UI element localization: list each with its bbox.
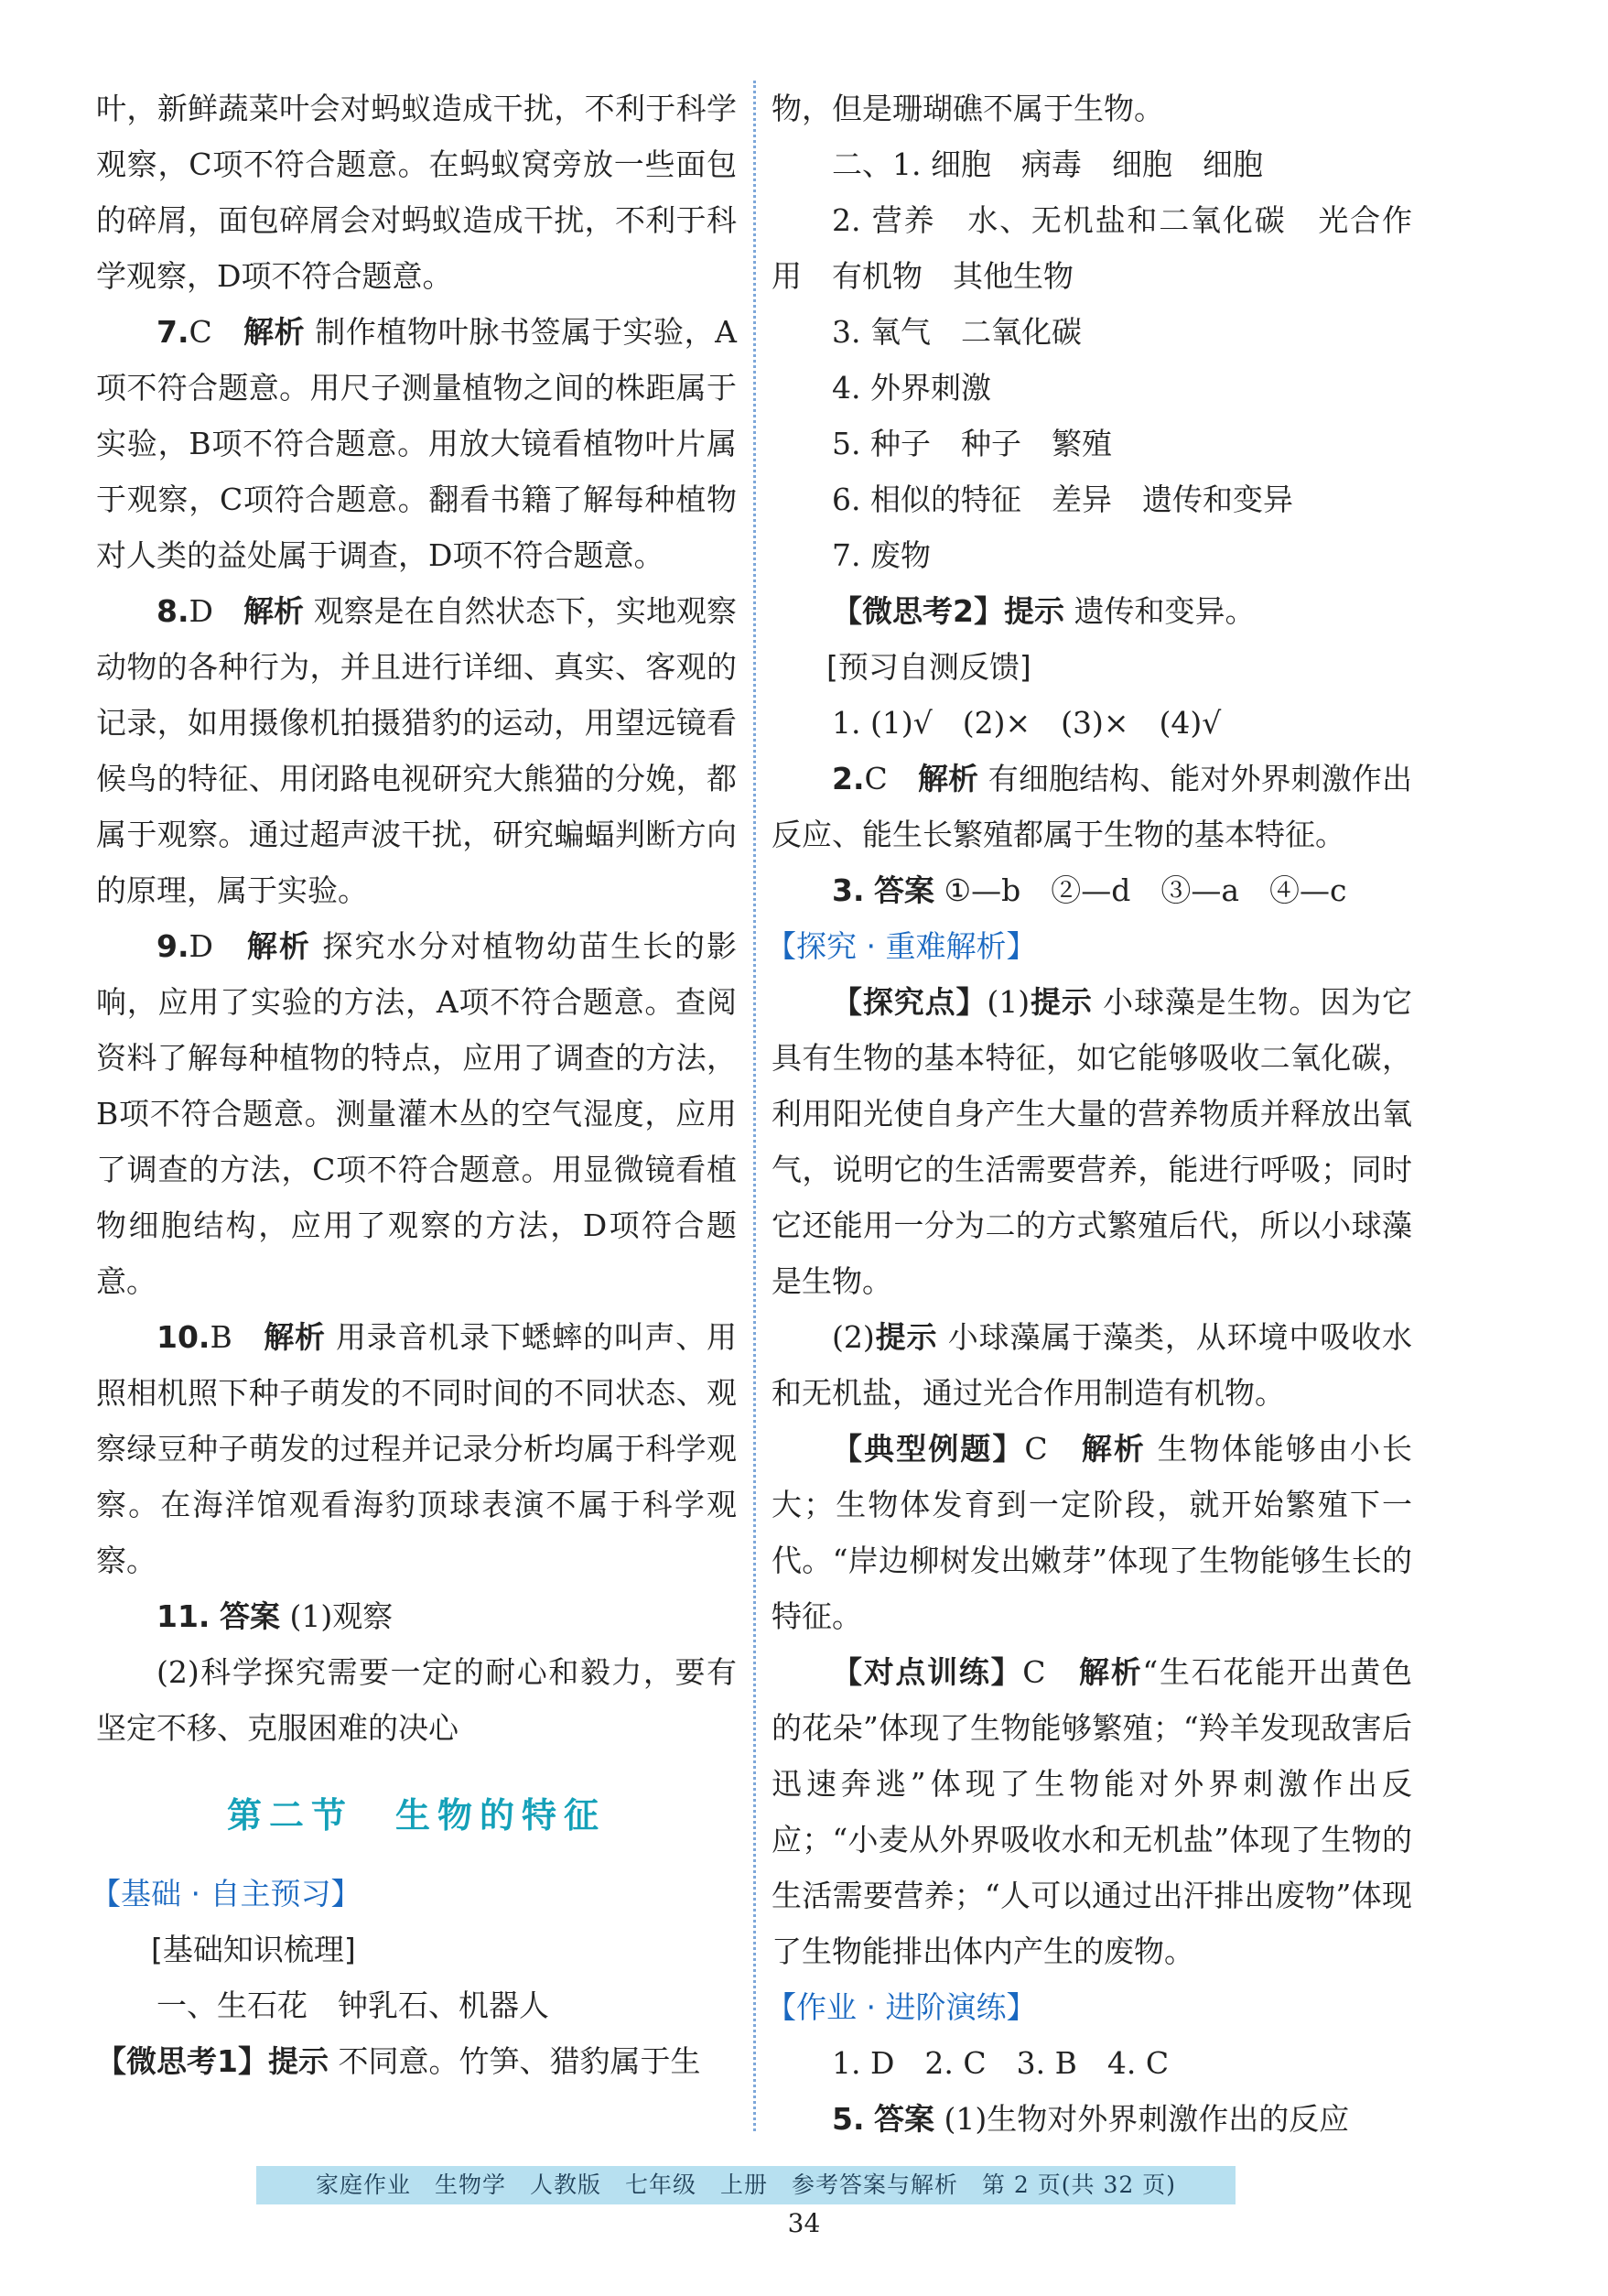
answer-line: 一、生石花 钟乳石、机器人: [156, 1987, 549, 2023]
answer-text: ①—b ②—d ③—a ④—c: [944, 872, 1347, 908]
section-header-homework: 【作业 · 进阶演练】: [766, 1989, 1037, 2025]
explanation-text: 制作植物叶脉书签属于实验，A项不符合题意。用尺子测量植物之间的株距属于实验，B项不符合题意。用放大镜看植物叶片属于观察，C项符合题意。翻看书籍了解每种植物对人类的益处属于调查，D项不符合题意。: [96, 314, 738, 573]
keyword-label: 提示: [874, 1319, 938, 1355]
footer-banner: 家庭作业 生物学 人教版 七年级 上册 参考答案与解析 第 2 页(共 32 页): [256, 2166, 1236, 2204]
answer-letter: D: [189, 928, 213, 964]
right-column: [766, 81, 1413, 2147]
answer-letter: B: [210, 1319, 232, 1355]
keyword-label: 答案: [219, 1598, 280, 1634]
explanation-text: 生物体能够由小长大；生物体发育到一定阶段，就开始繁殖下一代。“岸边柳树发出嫩芽”体现了生物能够生长的特征。: [772, 1431, 1413, 1634]
keyword-label: 解析: [264, 1319, 326, 1355]
keyword-label: 解析: [243, 314, 306, 350]
point-training: [772, 1644, 1412, 1979]
tag-label: 【探究点】: [832, 984, 987, 1020]
answer-letter: D: [189, 593, 213, 629]
section-header-explore: 【探究 · 重难解析】: [766, 928, 1037, 964]
item-number: 8.: [156, 593, 189, 629]
keyword-label: 解析: [243, 593, 305, 629]
hint-text: 小球藻是生物。因为它具有生物的基本特征，如它能够吸收二氧化碳，利用阳光使自身产生大量的营养物质并释放出氧气，说明它的生活需要营养，能进行呼吸；同时它还能用一分为二的方式繁殖后代，所以小球藻是生物。: [772, 984, 1412, 1299]
keyword-label: 解析: [1078, 1654, 1143, 1690]
answer-text: (1)生物对外界刺激作出的反应: [944, 2101, 1350, 2137]
hint-text: 不同意。竹笋、猎豹属于生: [338, 2043, 701, 2079]
keyword-label: 答案: [874, 872, 934, 908]
hint-text: 小球藻属于藻类，从环境中吸收水和无机盐，通过光合作用制造有机物。: [772, 1319, 1412, 1411]
paragraph: (2)科学探究需要一定的耐心和毅力，要有坚定不移、克服困难的决心: [96, 1654, 737, 1746]
answer-line: 6. 相似的特征 差异 遗传和变异: [832, 482, 1293, 517]
explanation-text: “生石花能开出黄色的花朵”体现了生物能够繁殖；“羚羊发现敌害后迅速奔逃”体现了生物能对外界刺激作出反应；“小麦从外界吸收水和无机盐”体现了生物的生活需要营养；“人可以通过出汗排出废物”体现了生物能排出体内产生的废物。: [772, 1654, 1413, 1969]
paragraph: 物，但是珊瑚礁不属于生物。: [772, 91, 1164, 126]
item-number: 3.: [832, 872, 865, 908]
answer-line: 3. 氧气 二氧化碳: [832, 314, 1082, 350]
explanation-text: 有细胞结构、能对外界刺激作出反应、能生长繁殖都属于生物的基本特征。: [772, 761, 1413, 852]
section-header-basic: 【基础 · 自主预习】: [91, 1876, 362, 1912]
item-number: 9.: [156, 928, 189, 964]
answer-item-10: [96, 1309, 737, 1588]
answer-line: 5. 种子 种子 繁殖: [832, 426, 1112, 461]
explore-point-1: [772, 974, 1412, 1309]
keyword-label: 解析: [1081, 1431, 1146, 1467]
answer-item-8: [96, 583, 737, 918]
answer-item-5: [772, 2091, 1412, 2147]
keyword-label: 解析: [246, 928, 311, 964]
answer-line: 1. D 2. C 3. B 4. C: [832, 2045, 1170, 2081]
section-title: 第二节 生物的特征: [226, 1795, 606, 1836]
keyword-label: 提示: [267, 2043, 329, 2079]
keyword-label: 提示: [1003, 593, 1064, 629]
answer-item-3: [772, 862, 1412, 918]
explanation-text: 观察是在自然状态下，实地观察动物的各种行为，并且进行详细、真实、客观的记录，如用摄像机拍摄猎豹的运动，用望远镜看候鸟的特征、用闭路电视研究大熊猫的分娩，都属于观察。通过超声波干扰，研究蝙蝠判断方向的原理，属于实验。: [96, 593, 738, 908]
tag-label: 【微思考1】: [96, 2043, 268, 2079]
subsection-header: [基础知识梳理]: [151, 1932, 356, 1967]
keyword-label: 提示: [1030, 984, 1093, 1020]
page-number: 34: [787, 2208, 821, 2238]
answer-letter: C: [1022, 1654, 1046, 1690]
answer-item-2: [772, 751, 1412, 862]
answer-item-11: [96, 1588, 737, 1644]
keyword-label: 答案: [874, 2101, 934, 2137]
left-column: [91, 81, 738, 2089]
item-number: 11.: [156, 1598, 210, 1634]
answer-line: 4. 外界刺激: [832, 370, 991, 406]
answer-item-7: [96, 304, 737, 583]
answer-line: 二、1. 细胞 病毒 细胞 细胞: [832, 146, 1263, 182]
answer-text: (1)观察: [289, 1598, 394, 1634]
explore-point-2: [772, 1309, 1412, 1421]
answer-line: 7. 废物: [832, 537, 931, 573]
hint-text: 遗传和变异。: [1074, 593, 1256, 629]
answer-line: 2. 营养 水、无机盐和二氧化碳 光合作用 有机物 其他生物: [772, 202, 1412, 294]
sub-number: (1): [987, 984, 1031, 1020]
tag-label: 【对点训练】: [832, 1654, 1023, 1690]
micro-think-2: [772, 583, 1412, 639]
answer-letter: C: [189, 314, 212, 350]
sub-number: (2): [832, 1319, 875, 1355]
item-number: 7.: [156, 314, 189, 350]
item-number: 10.: [156, 1319, 210, 1355]
tag-label: 【典型例题】: [832, 1431, 1025, 1467]
typical-example: [772, 1421, 1412, 1644]
subsection-header: [预习自测反馈]: [826, 649, 1031, 685]
answer-letter: C: [1024, 1431, 1048, 1467]
micro-think-1: [96, 2033, 737, 2089]
paragraph: 叶，新鲜蔬菜叶会对蚂蚁造成干扰，不利于科学观察，C项不符合题意。在蚂蚁窝旁放一些面包的碎屑，面包碎屑会对蚂蚁造成干扰，不利于科学观察，D项不符合题意。: [96, 91, 737, 294]
explanation-text: 探究水分对植物幼苗生长的影响，应用了实验的方法，A项不符合题意。查阅资料了解每种植物的特点，应用了调查的方法，B项不符合题意。测量灌木丛的空气湿度，应用了调查的方法，C项不符合题意。用显微镜看植物细胞结构，应用了观察的方法，D项符合题意。: [96, 928, 738, 1299]
keyword-label: 解析: [917, 761, 979, 796]
item-number: 2.: [832, 761, 865, 796]
answer-line: 1. (1)√ (2)× (3)× (4)√: [832, 705, 1222, 741]
answer-letter: C: [864, 761, 888, 796]
answer-item-9: [96, 918, 737, 1309]
item-number: 5.: [832, 2101, 865, 2137]
column-divider: [753, 81, 756, 2131]
explanation-text: 用录音机录下蟋蟀的叫声、用照相机照下种子萌发的不同时间的不同状态、观察绿豆种子萌发的过程并记录分析均属于科学观察。在海洋馆观看海豹顶球表演不属于科学观察。: [96, 1319, 738, 1578]
tag-label: 【微思考2】: [832, 593, 1004, 629]
